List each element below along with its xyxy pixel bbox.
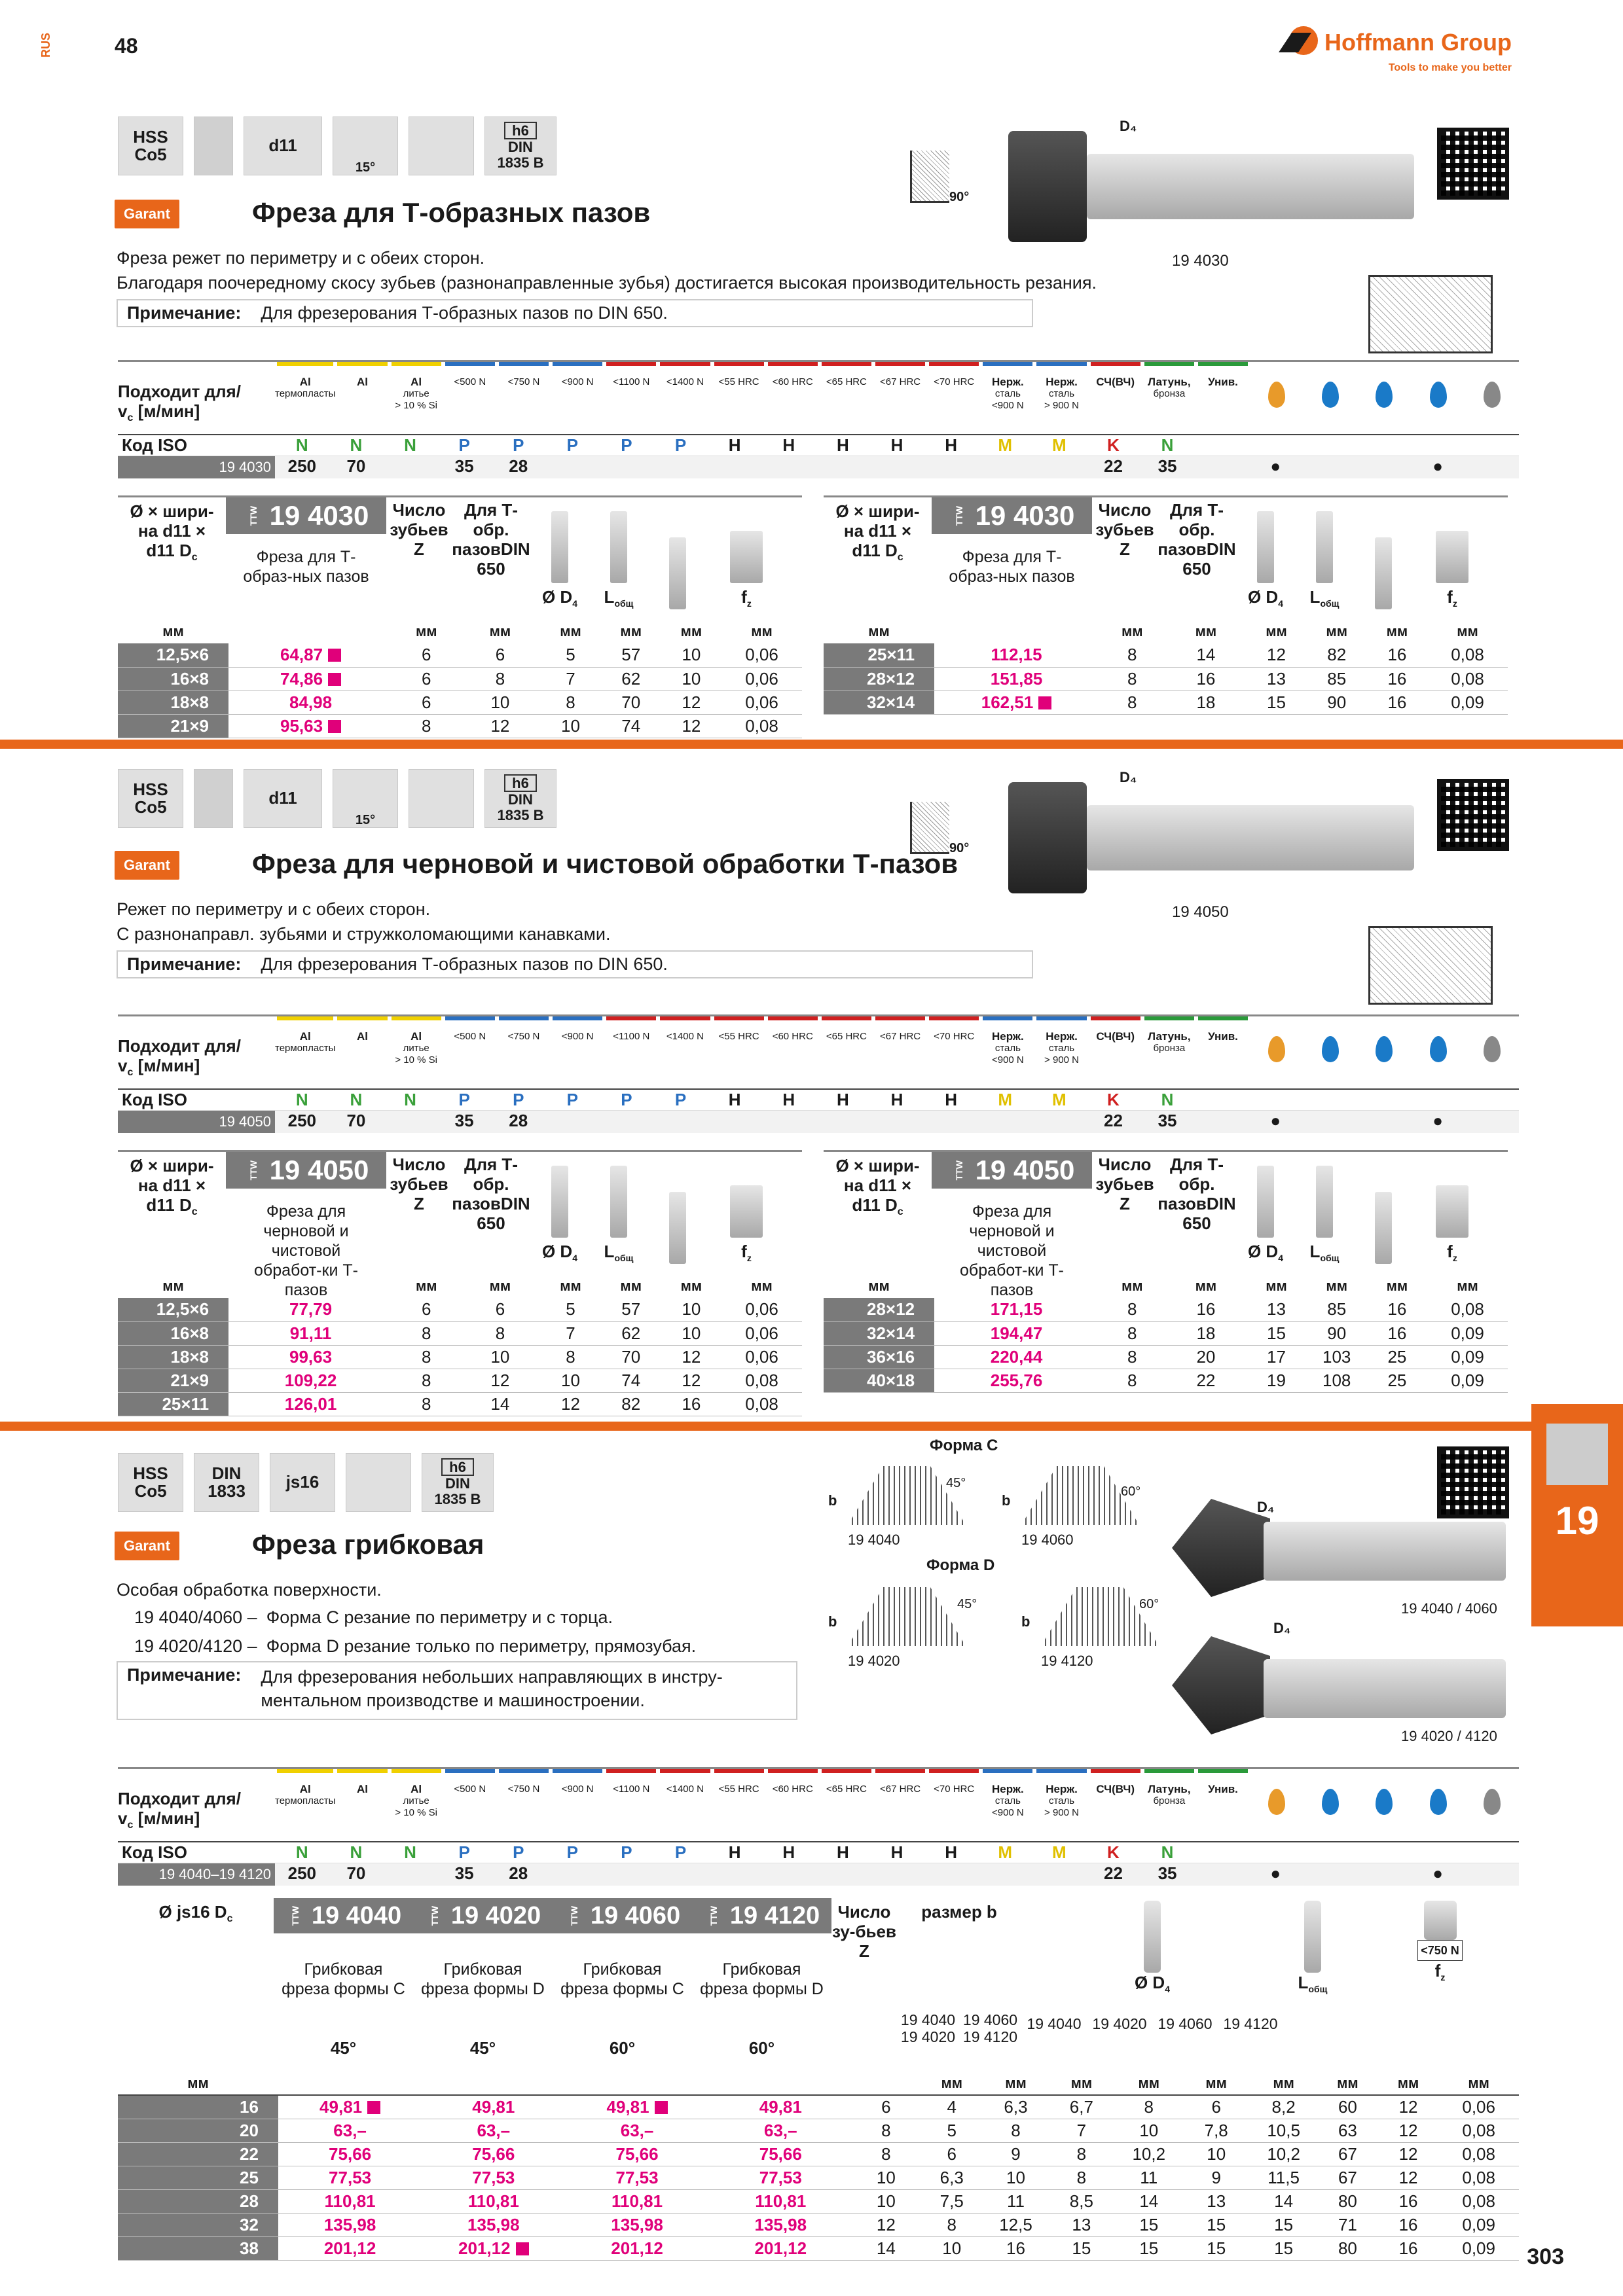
qr-code[interactable] xyxy=(1437,128,1509,200)
material-column: Латунь, бронза xyxy=(1142,1769,1196,1841)
material-column: <55 HRC xyxy=(712,1769,766,1841)
cutter-head xyxy=(1008,131,1087,242)
material-column: Al xyxy=(335,362,389,434)
table-row[interactable]: 40×18 255,76 8 22 19 108 25 0,09 xyxy=(824,1369,1508,1392)
product-title: Фреза для черновой и чистовой обработки Т-пазов xyxy=(252,848,958,879)
tool-shank xyxy=(1264,1659,1506,1718)
garant-logo: Garant xyxy=(115,1532,179,1560)
material-column: Нерж. сталь > 900 N xyxy=(1034,1769,1088,1841)
spec-icons xyxy=(118,117,556,175)
material-column: <60 HRC xyxy=(766,1769,820,1841)
tolerance-chip: d11 xyxy=(244,769,322,828)
cutter-head xyxy=(1172,1499,1270,1597)
article-table: Ø × шири- на d11 × d11 $D_c$ TTW 19 4030 Фреза для Т-образ-ных пазов Число зубьев Z Для Т-обр. пазовDIN 650 Ø $D_4$ $L_{общ}$ $f_z$ мм мм мм мм мм мм мм 12,5×6 64,87 6 6 5 57 10 0,06 16×8 74,86 6 8 7 62 10 0,06 18×8 84,98 6 10 8 70 12 0,06 21×9 95,63 8 12 10 74 12 0,08 xyxy=(118,495,802,738)
shank-icon xyxy=(409,117,474,175)
table-row[interactable]: 21×9 95,63 8 12 10 74 12 0,08 xyxy=(118,714,802,738)
dimension-icon: $L_{общ}$ xyxy=(1295,1152,1354,1274)
helix-icon: 15° xyxy=(333,117,398,175)
form-drawing xyxy=(848,1587,966,1646)
image-caption: 19 4030 xyxy=(1172,252,1229,270)
material-column: <750 N xyxy=(497,362,551,434)
tolerance-chip: js16 xyxy=(270,1453,335,1512)
table-row[interactable]: 18×8 84,98 6 10 8 70 12 0,06 xyxy=(118,691,802,714)
coolant-icon xyxy=(1465,362,1519,434)
table-row[interactable]: 21×9 109,22 8 12 10 74 12 0,08 xyxy=(118,1369,802,1392)
dimension-icon xyxy=(1354,1152,1413,1274)
material-column: Al литье > 10 % Si xyxy=(390,362,443,434)
table-row[interactable]: 16×8 91,11 8 8 7 62 10 0,06 xyxy=(118,1321,802,1345)
note-box: Примечание: Для фрезерования Т-образных пазов по DIN 650. xyxy=(117,299,1033,327)
material-column: Al термопласты xyxy=(275,1016,335,1088)
material-column: СЧ(ВЧ) xyxy=(1089,1016,1142,1088)
garant-logo: Garant xyxy=(115,851,179,880)
note-box: Примечание: Для фрезерования небольших направляющих в инстру-ментальном производстве и машиностроении. xyxy=(117,1661,797,1720)
material-column: Латунь, бронза xyxy=(1142,1016,1196,1088)
material-column: <60 HRC xyxy=(766,1016,820,1088)
form-line: 19 4040/4060 – Форма С резание по периметру и с торца. xyxy=(134,1607,613,1627)
drill-icon xyxy=(1546,1424,1608,1485)
article-number: TTW 19 4030 xyxy=(226,497,386,534)
coolant-icon xyxy=(1304,362,1357,434)
table-row[interactable]: 28×12 171,15 8 16 13 85 16 0,08 xyxy=(824,1298,1508,1321)
article-number: TTW 19 4040 xyxy=(274,1898,413,1933)
brand-logo xyxy=(1279,26,1512,59)
material-column: <1100 N xyxy=(604,1016,658,1088)
article-number: TTW 19 4020 xyxy=(413,1898,553,1933)
article-number: TTW 19 4060 xyxy=(553,1898,692,1933)
drawing-caption: 19 4060 xyxy=(1021,1532,1074,1548)
brand-tagline: Tools to make you better xyxy=(1388,62,1512,73)
coolant-icon xyxy=(1465,1769,1519,1841)
product-title: Фреза грибковая xyxy=(252,1529,484,1560)
slot-drawing xyxy=(1368,926,1493,1005)
dimension-icon xyxy=(1144,1901,1161,1973)
drawing-caption: 19 4020 xyxy=(848,1653,900,1669)
image-caption: 19 4050 xyxy=(1172,903,1229,921)
coolant-icon xyxy=(1250,1016,1304,1088)
teeth-icon xyxy=(194,769,233,828)
chapter-number: 19 xyxy=(1555,1499,1599,1543)
material-column: <750 N xyxy=(497,1016,551,1088)
garant-logo: Garant xyxy=(115,200,179,228)
section-separator xyxy=(0,1422,1623,1431)
spec-icons xyxy=(118,1453,494,1512)
article-table: Ø js16 $D_c$ TTW 19 4040 Грибковая фреза формы С 45° TTW 19 4020 Грибковая фреза формы D 45° TTW 19 4060 Грибковая фреза формы С 60° TTW 19 4120 Грибковая фреза формы D 60° Число зу-бьев Z размер b 19 4040 19 4020 19 4060 19 4120 Ø $D_4$ 19 4040 19 4020 19 4060 19 4120 $L_{общ}$ <750 N $f_z$ мм мм мм мм мм мм мм мм мм мм 16 49,81 49,81 49,81 49,81 6 4 6,3 6,7 8 6 8,2 60 12 0,06 20 63,– 63,– 63,– 63,– 8 5 8 7 10 7,8 10,5 63 12 0,08 22 75,66 75,66 75,66 75,66 8 6 9 8 10,2 10 10,2 67 12 0,08 25 77,53 77,53 77,53 77,53 10 6,3 10 8 11 9 11,5 67 12 0,08 28 110,81 110,81 110,81 110,81 10 7,5 11 8,5 14 13 14 80 16 0,08 32 135,98 135,98 135,98 135,98 12 8 12,5 13 15 15 15 71 16 0,09 38 201,12 201,12 201,12 201,12 14 10 16 15 15 15 15 80 16 0,09 xyxy=(118,1898,1519,2261)
note-box: Примечание: Для фрезерования Т-образных пазов по DIN 650. xyxy=(117,950,1033,978)
shank-din-chip: h6 DIN 1835 B xyxy=(484,769,556,828)
material-column: Al термопласты xyxy=(275,1769,335,1841)
teeth-icon xyxy=(194,117,233,175)
drawing-caption: 19 4040 xyxy=(848,1532,900,1548)
material-column: <67 HRC xyxy=(873,1769,927,1841)
material-column: <1100 N xyxy=(604,1769,658,1841)
dimension-icon: $f_z$ xyxy=(707,1152,786,1274)
table-row[interactable]: 28 110,81 110,81 110,81 110,81 10 7,5 11 8,5 14 13 14 80 16 0,08 xyxy=(118,2189,1519,2213)
logo-icon xyxy=(1279,26,1318,59)
material-chip: HSS Co5 xyxy=(118,769,183,828)
material-column: <1400 N xyxy=(658,362,712,434)
article-number: TTW 19 4050 xyxy=(932,1152,1092,1189)
material-column: <65 HRC xyxy=(820,362,873,434)
material-column: Унив. xyxy=(1196,1016,1250,1088)
brand-name: Hoffmann Group xyxy=(1324,29,1512,56)
form-d-label: Форма D xyxy=(926,1556,995,1574)
table-row[interactable]: 25×11 112,15 8 14 12 82 16 0,08 xyxy=(824,643,1508,667)
table-row[interactable]: 16 49,81 49,81 49,81 49,81 6 4 6,3 6,7 8 6 8,2 60 12 0,06 xyxy=(118,2095,1519,2119)
form-c-label: Форма С xyxy=(930,1437,998,1454)
dimension-icon: Ø $D_4$ xyxy=(1236,497,1295,620)
qr-code[interactable] xyxy=(1437,779,1509,851)
description-line: Особая обработка поверхности. xyxy=(117,1580,382,1600)
material-column: <500 N xyxy=(443,362,497,434)
suitability-table: Подходит для/ $v_c$ [м/мин] Al термопласты Al Al литье > 10 % Si <500 N <750 N <900 N <1100 N <1400 N <55 HRC <60 HRC <65 HRC <67 HRC <70 HRC Нерж. сталь <900 N Нерж. сталь > 900 N СЧ(ВЧ) Латунь, бронза Унив. Код ISO N N N P P P P P H H H H H M M K N 19 4040–19 4120 250 70 35 28 22 35 ● ● xyxy=(118,1767,1519,1886)
material-column: Латунь, бронза xyxy=(1142,362,1196,434)
dimension-icon: $f_z$ xyxy=(1413,497,1491,620)
coolant-icon xyxy=(1412,1016,1465,1088)
coolant-icon xyxy=(1357,1016,1411,1088)
spec-icons xyxy=(118,769,556,828)
description-line: С разнонаправл. зубьями и стружколомающими канавками. xyxy=(117,924,611,944)
shank-icon xyxy=(409,769,474,828)
coolant-icon xyxy=(1304,1016,1357,1088)
article-number: TTW 19 4050 xyxy=(226,1152,386,1189)
material-column: <1400 N xyxy=(658,1769,712,1841)
material-column: Al xyxy=(335,1016,389,1088)
material-column: <55 HRC xyxy=(712,362,766,434)
tolerance-chip: d11 xyxy=(244,117,322,175)
dimension-icon: $f_z$ xyxy=(1413,1152,1491,1274)
material-column: Нерж. сталь <900 N xyxy=(981,362,1034,434)
catalog-page-number: 48 xyxy=(115,34,138,58)
table-row[interactable]: 38 201,12 201,12 201,12 201,12 14 10 16 15 15 15 15 80 16 0,09 xyxy=(118,2236,1519,2260)
article-number: TTW 19 4030 xyxy=(932,497,1092,534)
dimension-icon: $L_{общ}$ xyxy=(589,497,648,620)
dimension-icon: $L_{общ}$ xyxy=(1283,1898,1342,2072)
material-column: Нерж. сталь > 900 N xyxy=(1034,1016,1088,1088)
suitability-table: Подходит для/ $v_c$ [м/мин] Al термопласты Al Al литье > 10 % Si <500 N <750 N <900 N <1100 N <1400 N <55 HRC <60 HRC <65 HRC <67 HRC <70 HRC Нерж. сталь <900 N Нерж. сталь > 900 N СЧ(ВЧ) Латунь, бронза Унив. Код ISO N N N P P P P P H H H H H M M K N 19 4050 250 70 35 28 22 35 ● ● xyxy=(118,1014,1519,1133)
tool-shank xyxy=(1264,1522,1506,1581)
material-column: <500 N xyxy=(443,1769,497,1841)
shank-din-chip: h6 DIN 1835 B xyxy=(484,117,556,175)
coolant-icon xyxy=(1250,362,1304,434)
suitability-table: Подходит для/ $v_c$ [м/мин] Al термопласты Al Al литье > 10 % Si <500 N <750 N <900 N <1100 N <1400 N <55 HRC <60 HRC <65 HRC <67 HRC <70 HRC Нерж. сталь <900 N Нерж. сталь > 900 N СЧ(ВЧ) Латунь, бронза Унив. Код ISO N N N P P P P P H H H H H M M K N 19 4030 250 70 35 28 22 35 ● ● xyxy=(118,360,1519,478)
table-row[interactable]: 28×12 151,85 8 16 13 85 16 0,08 xyxy=(824,667,1508,691)
material-column: <750 N xyxy=(497,1769,551,1841)
language-code: RUS xyxy=(39,33,52,58)
table-row[interactable]: 36×16 220,44 8 20 17 103 25 0,09 xyxy=(824,1345,1508,1369)
image-caption: 19 4040 / 4060 xyxy=(1401,1600,1497,1617)
coolant-icon xyxy=(1465,1016,1519,1088)
cutter-head xyxy=(1008,782,1087,893)
material-column: <900 N xyxy=(551,1016,604,1088)
article-number: TTW 19 4120 xyxy=(692,1898,831,1933)
material-column: СЧ(ВЧ) xyxy=(1089,362,1142,434)
dimension-icon xyxy=(1354,497,1413,620)
product-title: Фреза для Т-образных пазов xyxy=(252,197,651,228)
page-number: 303 xyxy=(1527,2244,1564,2269)
material-column: Al xyxy=(335,1769,389,1841)
coolant-icon xyxy=(1304,1769,1357,1841)
table-row[interactable]: 32 135,98 135,98 135,98 135,98 12 8 12,5 13 15 15 15 71 16 0,09 xyxy=(118,2213,1519,2236)
material-column: <500 N xyxy=(443,1016,497,1088)
description-line: Режет по периметру и с обеих сторон. xyxy=(117,899,431,919)
material-column: <1100 N xyxy=(604,362,658,434)
material-column: <70 HRC xyxy=(927,1769,981,1841)
slot-drawing xyxy=(1368,275,1493,353)
dimension-icon: $L_{общ}$ xyxy=(589,1152,648,1274)
material-column: <900 N xyxy=(551,1769,604,1841)
dimension-icon xyxy=(648,1152,707,1274)
cutter-head xyxy=(1172,1636,1270,1734)
material-column: <60 HRC xyxy=(766,362,820,434)
material-column: Al термопласты xyxy=(275,362,335,434)
dimension-icon: Ø $D_4$ xyxy=(530,497,589,620)
material-column: <67 HRC xyxy=(873,1016,927,1088)
coolant-icon xyxy=(1357,362,1411,434)
article-table: Ø × шири- на d11 × d11 $D_c$ TTW 19 4050 Фреза для черновой и чистовой обработ-ки Т-пазов Число зубьев Z Для Т-обр. пазовDIN 650 Ø $D_4$ $L_{общ}$ $f_z$ мм мм мм мм мм мм мм 28×12 171,15 8 16 13 85 16 0,08 32×14 194,47 8 18 15 90 16 0,09 36×16 220,44 8 20 17 103 25 0,09 40×18 255,76 8 22 19 108 25 0,09 xyxy=(824,1150,1508,1393)
coolant-icon xyxy=(1412,362,1465,434)
table-row[interactable]: 32×14 162,51 8 18 15 90 16 0,09 xyxy=(824,691,1508,714)
table-row[interactable]: 25 77,53 77,53 77,53 77,53 10 6,3 10 8 11 9 11,5 67 12 0,08 xyxy=(118,2166,1519,2189)
material-column: Нерж. сталь <900 N xyxy=(981,1769,1034,1841)
form-drawing xyxy=(848,1466,966,1525)
material-column: Al литье > 10 % Si xyxy=(390,1016,443,1088)
material-column: <70 HRC xyxy=(927,362,981,434)
description-line: Благодаря поочередному скосу зубьев (разнонаправленные зубья) достигается высокая производительность резания. xyxy=(117,273,1097,293)
shank-icon xyxy=(346,1453,411,1512)
helix-icon: 15° xyxy=(333,769,398,828)
material-column: Нерж. сталь > 900 N xyxy=(1034,362,1088,434)
material-column: <900 N xyxy=(551,362,604,434)
dimension-icon: Ø $D_4$ xyxy=(1236,1152,1295,1274)
material-column: <70 HRC xyxy=(927,1016,981,1088)
din-chip: DIN 1833 xyxy=(194,1453,259,1512)
table-row[interactable]: 12,5×6 77,79 6 6 5 57 10 0,06 xyxy=(118,1298,802,1321)
image-caption: 19 4020 / 4120 xyxy=(1401,1728,1497,1744)
material-chip: HSS Co5 xyxy=(118,1453,183,1512)
qr-code[interactable] xyxy=(1437,1446,1509,1518)
angle-icon xyxy=(910,802,949,854)
coolant-icon xyxy=(1412,1769,1465,1841)
material-column: <55 HRC xyxy=(712,1016,766,1088)
material-column: Нерж. сталь <900 N xyxy=(981,1016,1034,1088)
material-column: <1400 N xyxy=(658,1016,712,1088)
tool-shank xyxy=(1087,154,1414,219)
dimension-icon: $L_{общ}$ xyxy=(1295,497,1354,620)
table-row[interactable]: 18×8 99,63 8 10 8 70 12 0,06 xyxy=(118,1345,802,1369)
article-table: Ø × шири- на d11 × d11 $D_c$ TTW 19 4050 Фреза для черновой и чистовой обработ-ки Т-пазов Число зубьев Z Для Т-обр. пазовDIN 650 Ø $D_4$ $L_{общ}$ $f_z$ мм мм мм мм мм мм мм 12,5×6 77,79 6 6 5 57 10 0,06 16×8 91,11 8 8 7 62 10 0,06 18×8 99,63 8 10 8 70 12 0,06 21×9 109,22 8 12 10 74 12 0,08 25×11 126,01 8 14 12 82 16 0,08 xyxy=(118,1150,802,1416)
material-column: <65 HRC xyxy=(820,1016,873,1088)
material-column: СЧ(ВЧ) xyxy=(1089,1769,1142,1841)
material-column: <67 HRC xyxy=(873,362,927,434)
dimension-icon: Ø $D_4$ xyxy=(530,1152,589,1274)
form-drawing xyxy=(1041,1587,1159,1646)
dimension-icon: $f_z$ xyxy=(707,497,786,620)
material-column: Al литье > 10 % Si xyxy=(390,1769,443,1841)
material-column: <65 HRC xyxy=(820,1769,873,1841)
tool-shank xyxy=(1087,805,1414,870)
material-chip: HSS Co5 xyxy=(118,117,183,175)
shank-din-chip: h6 DIN 1835 B xyxy=(422,1453,494,1512)
table-row[interactable]: 16×8 74,86 6 8 7 62 10 0,06 xyxy=(118,667,802,691)
chapter-tab[interactable] xyxy=(1531,1404,1623,1626)
material-column: Унив. xyxy=(1196,362,1250,434)
description-line: Фреза режет по периметру и с обеих сторон. xyxy=(117,248,485,268)
table-row[interactable]: 22 75,66 75,66 75,66 75,66 8 6 9 8 10,2 10 10,2 67 12 0,08 xyxy=(118,2142,1519,2166)
material-column: Унив. xyxy=(1196,1769,1250,1841)
table-row[interactable]: 32×14 194,47 8 18 15 90 16 0,09 xyxy=(824,1321,1508,1345)
coolant-icon xyxy=(1250,1769,1304,1841)
dimension-icon xyxy=(648,497,707,620)
dimension-icon: <750 N $f_z$ xyxy=(1401,1898,1479,2072)
form-line: 19 4020/4120 – Форма D резание только по периметру, прямозубая. xyxy=(134,1636,697,1656)
article-table: Ø × шири- на d11 × d11 $D_c$ TTW 19 4030 Фреза для Т-образ-ных пазов Число зубьев Z Для Т-обр. пазовDIN 650 Ø $D_4$ $L_{общ}$ $f_z$ мм мм мм мм мм мм мм 25×11 112,15 8 14 12 82 16 0,08 28×12 151,85 8 16 13 85 16 0,08 32×14 162,51 8 18 15 90 16 0,09 xyxy=(824,495,1508,715)
coolant-icon xyxy=(1357,1769,1411,1841)
section-separator xyxy=(0,740,1623,749)
table-row[interactable]: 25×11 126,01 8 14 12 82 16 0,08 xyxy=(118,1392,802,1416)
table-row[interactable]: 12,5×6 64,87 6 6 5 57 10 0,06 xyxy=(118,643,802,667)
drawing-caption: 19 4120 xyxy=(1041,1653,1093,1669)
table-row[interactable]: 20 63,– 63,– 63,– 63,– 8 5 8 7 10 7,8 10,5 63 12 0,08 xyxy=(118,2119,1519,2142)
angle-icon xyxy=(910,151,949,203)
